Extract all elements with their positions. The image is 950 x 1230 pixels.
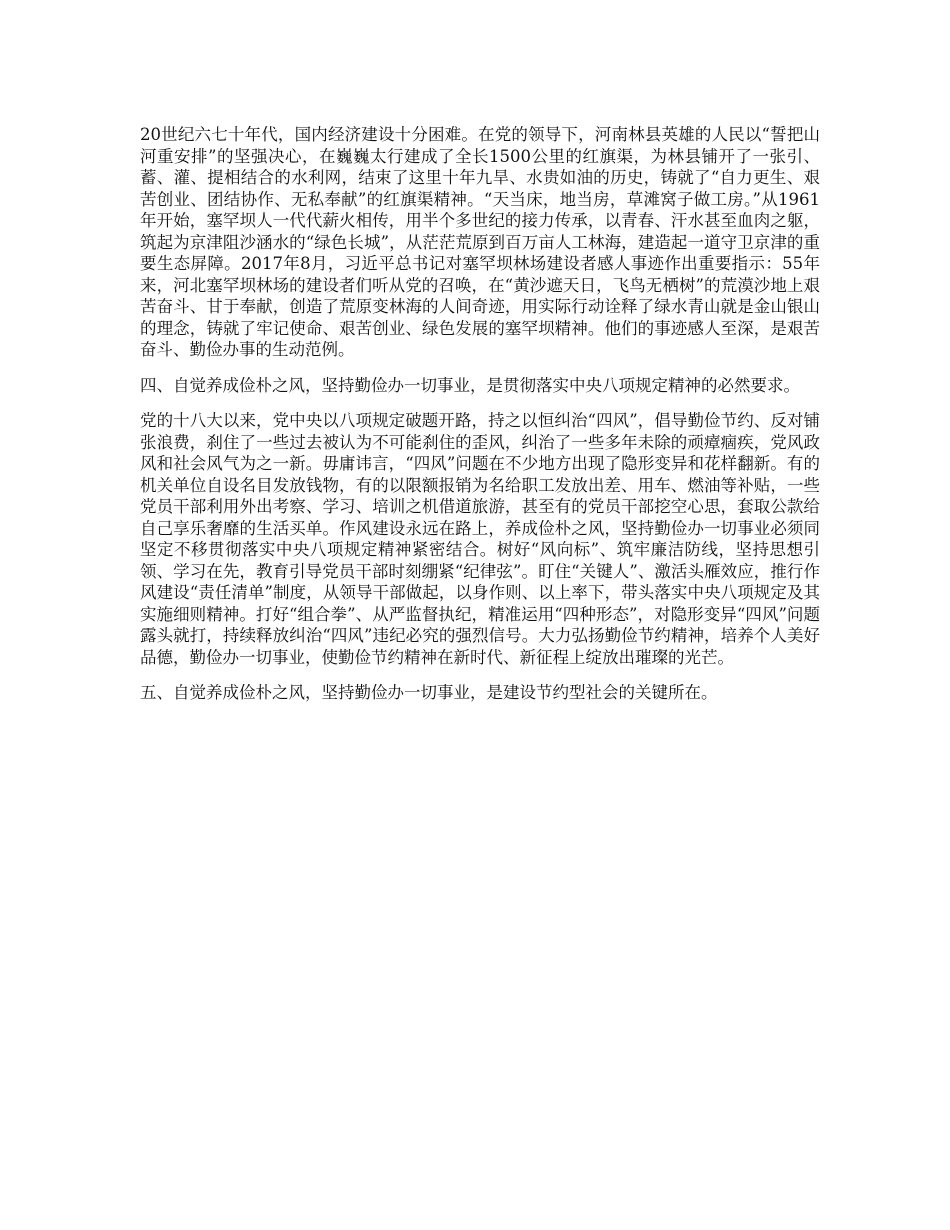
body-paragraph-hongqiqu-saihanba: 20世纪六七十年代，国内经济建设十分困难。在党的领导下，河南林县英雄的人民以“誓把山河重安排”的坚强决心，在巍巍太行建成了全长1500公里的红旗渠，为林县铺开了一张引、蓄、灌、提相结合的水利网，结束了这里十年九旱、水贵如油的历史，铸就了“自力更生、艰苦创业、团结协作、无私奉献”的红旗渠精神。“天当床，地当房，草滩窝子做工房。”从1961年开始，塞罕坝人一代代薪火相传，用半个多世纪的接力传承，以青春、汗水甚至血肉之躯，筑起为京津阻沙涵水的“绿色长城”，从茫茫荒原到百万亩人工林海，建造起一道守卫京津的重要生态屏障。2017年8月，习近平总书记对塞罕坝林场建设者感人事迹作出重要指示：55年来，河北塞罕坝林场的建设者们听从党的召唤，在“黄沙遮天日，飞鸟无栖树”的荒漠沙地上艰苦奋斗、甘于奉献，创造了荒原变林海的人间奇迹，用实际行动诠释了绿水青山就是金山银山的理念，铸就了牢记使命、艰苦创业、绿色发展的塞罕坝精神。他们的事迹感人至深，是艰苦奋斗、勤俭办事的生动范例。 (140, 125, 820, 359)
body-paragraph-eight-point-rules: 党的十八大以来，党中央以八项规定破题开路，持之以恒纠治“四风”，倡导勤俭节约、反对铺张浪费，刹住了一些过去被认为不可能刹住的歪风，纠治了一些多年未除的顽瘴痼疾，党风政风和社会风气为之一新。毋庸讳言，“四风”问题在不少地方出现了隐形变异和花样翻新。有的机关单位自设名目发放钱物，有的以限额报销为名给职工发放出差、用车、燃油等补贴，一些党员干部利用外出考察、学习、培训之机借道旅游，甚至有的党员干部挖空心思，套取公款给自己享乐奢靡的生活买单。作风建设永远在路上，养成俭朴之风，坚持勤俭办一切事业必须同坚定不移贯彻落实中央八项规定精神紧密结合。树好“风向标”、筑牢廉洁防线，坚持思想引领、学习在先，教育引导党员干部时刻绷紧“纪律弦”。盯住“关键人”、激活头雁效应，推行作风建设“责任清单”制度，从领导干部做起，以身作则、以上率下，带头落实中央八项规定及其实施细则精神。打好“组合拳”、从严监督执纪，精准运用“四种形态”，对隐形变异“四风”问题露头就打，持续释放纠治“四风”违纪必究的强烈信号。大力弘扬勤俭节约精神，培养个人美好品德，勤俭办一切事业，使勤俭节约精神在新时代、新征程上绽放出璀璨的光芒。 (140, 411, 820, 667)
section-heading-5: 五、自觉养成俭朴之风，坚持勤俭办一切事业，是建设节约型社会的关键所在。 (140, 683, 718, 702)
document-page (140, 124, 820, 718)
section-heading-4: 四、自觉养成俭朴之风，坚持勤俭办一切事业，是贯彻落实中央八项规定精神的必然要求。 (140, 375, 800, 395)
